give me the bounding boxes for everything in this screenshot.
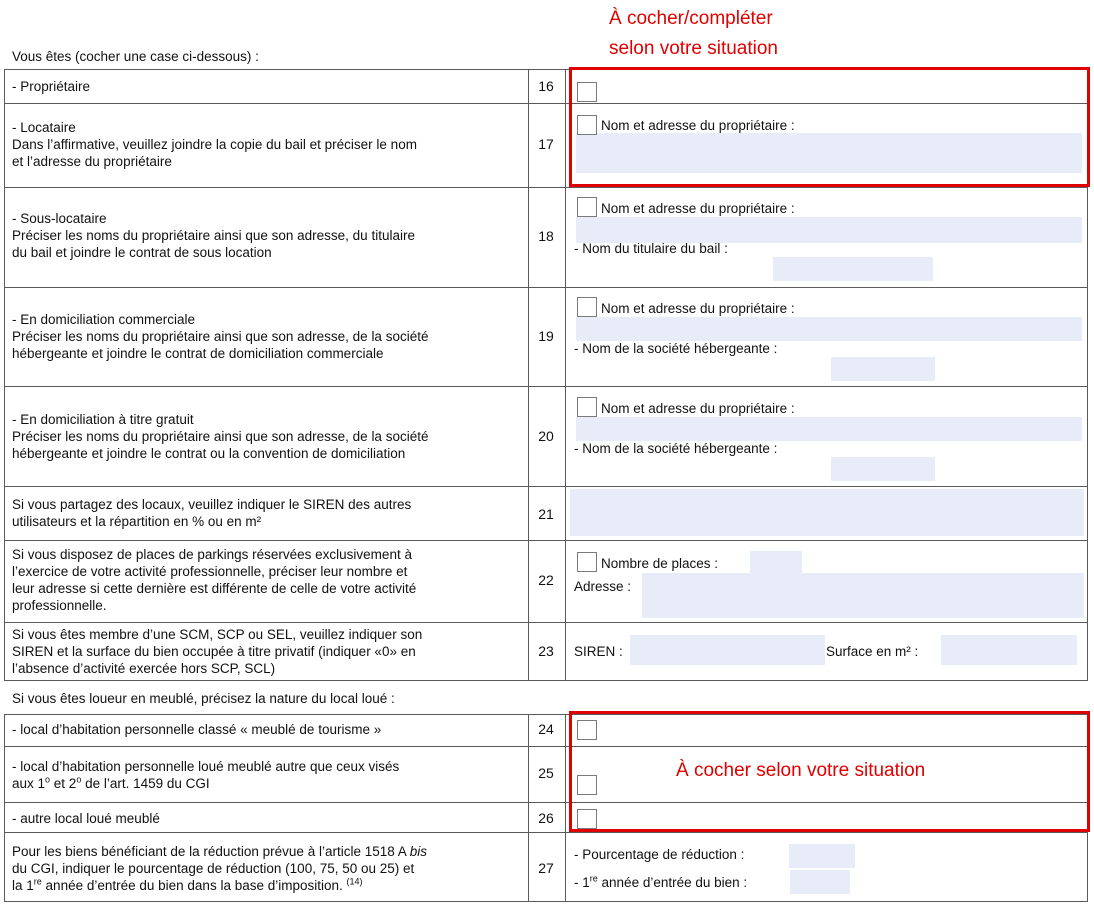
column-divider (528, 69, 529, 681)
row-divider (4, 486, 1088, 487)
row-21-number: 21 (538, 506, 554, 522)
field-label-reduction: - Pourcentage de réduction : (574, 847, 745, 862)
column-divider (565, 714, 566, 902)
row-25-number: 25 (538, 765, 554, 781)
row-17-description: - Locataire Dans l’affirmative, veuillez joindre la copie du bail et préciser le nom et l’adresse du propriétaire (12, 120, 417, 169)
checkbox-domiciliation-commerciale[interactable] (577, 297, 597, 317)
row-20-description: - En domiciliation à titre gratuit Préciser les noms du propriétaire ainsi que son adresse, de la société hébergeante et joindre le contrat ou la convention de domiciliation (12, 412, 429, 461)
column-divider (565, 69, 566, 681)
row-divider (4, 622, 1088, 623)
field-label-lease-holder: - Nom du titulaire du bail : (574, 241, 728, 256)
row-19-description: - En domiciliation commerciale Préciser les noms du propriétaire ainsi que son adresse, de la société hébergeante et joindre le contrat de domiciliation commerciale (12, 312, 429, 361)
row-23-number: 23 (538, 643, 554, 659)
checkbox-sous-locataire[interactable] (577, 197, 597, 217)
reduction-percent-input[interactable] (789, 844, 855, 868)
row-divider (4, 187, 1088, 188)
section-heading-status: Vous êtes (cocher une case ci-dessous) : (12, 49, 259, 64)
first-year-input[interactable] (790, 870, 850, 894)
row-16-number: 16 (538, 78, 554, 94)
field-label-address: Adresse : (574, 579, 632, 594)
field-label-owner: Nom et adresse du propriétaire : (601, 201, 795, 216)
row-25-description: - local d’habitation personnelle loué meublé autre que ceux visés aux 1$^o$ et 2$^o$ de l’art. 1459 du CGI (12, 759, 400, 791)
shared-premises-input[interactable] (570, 489, 1084, 536)
row-26-label: - autre local loué meublé (12, 811, 160, 826)
row-27-number: 27 (538, 860, 554, 876)
field-label-host-company: - Nom de la société hébergeante : (574, 441, 778, 456)
row-divider (4, 386, 1088, 387)
parking-count-input[interactable] (750, 551, 802, 573)
field-label-owner: Nom et adresse du propriétaire : (601, 118, 795, 133)
row-23-description: Si vous êtes membre d’une SCM, SCP ou SEL, veuillez indiquer son SIREN et la surface du bien occupée à titre privatif (indiquer «0» en l’absence d’activité exercée hors SCP, SCL) (12, 627, 423, 676)
row-18-number: 18 (538, 228, 554, 244)
row-20-number: 20 (538, 428, 554, 444)
host-company-input[interactable] (831, 457, 935, 481)
row-divider (4, 832, 1088, 833)
row-22-description: Si vous disposez de places de parkings réservées exclusivement à l’exercice de votre activité professionnelle, préciser leur nombre et leur adresse si cette dernière est différente de celle de votre activité professionnelle. (12, 547, 417, 613)
owner-name-address-input[interactable] (576, 317, 1082, 341)
row-divider (4, 287, 1088, 288)
surface-input[interactable] (941, 635, 1077, 665)
field-label-owner: Nom et adresse du propriétaire : (601, 301, 795, 316)
field-label-surface: Surface en m² : (826, 644, 919, 659)
checkbox-domiciliation-gratuite[interactable] (577, 397, 597, 417)
row-26-number: 26 (538, 810, 554, 826)
siren-input[interactable] (630, 635, 825, 665)
annotation-top-line2: selon votre situation (609, 38, 778, 59)
field-label-parking-count: Nombre de places : (601, 556, 719, 571)
highlight-box-top (569, 67, 1090, 187)
checkbox-parking[interactable] (577, 552, 597, 572)
field-label-owner: Nom et adresse du propriétaire : (601, 401, 795, 416)
host-company-input[interactable] (831, 357, 935, 381)
row-19-number: 19 (538, 328, 554, 344)
row-24-number: 24 (538, 721, 554, 737)
annotation-top-line1: À cocher/compléter (609, 8, 773, 29)
lease-holder-input[interactable] (773, 257, 933, 281)
row-18-description: - Sous-locataire Préciser les noms du propriétaire ainsi que son adresse, du titulaire du bail et joindre le contrat de sous location (12, 211, 415, 260)
field-label-siren: SIREN : (574, 644, 623, 659)
row-22-number: 22 (538, 572, 554, 588)
row-27-description: Pour les biens bénéficiant de la réduction prévue à l’article 1518 A bis du CGI, indiquer le pourcentage de réduction (100, 75, 50 ou 25) et la 1re année d’entrée du bien dans la base d’imposition. $^{(14)}$ (12, 844, 428, 893)
row-21-description: Si vous partagez des locaux, veuillez indiquer le SIREN des autres utilisateurs et la répartition en % ou en m² (12, 497, 412, 529)
field-label-first-year: - 1re année d’entrée du bien : (574, 873, 748, 890)
parking-address-input[interactable] (642, 573, 1084, 618)
row-17-number: 17 (538, 136, 554, 152)
row-24-label: - local d’habitation personnelle classé « meublé de tourisme » (12, 722, 382, 737)
row-16-label: - Propriétaire (12, 79, 91, 94)
annotation-bottom: À cocher selon votre situation (676, 760, 926, 781)
section-heading-furnished: Si vous êtes loueur en meublé, précisez la nature du local loué : (12, 691, 395, 706)
row-divider (4, 540, 1088, 541)
owner-name-address-input[interactable] (576, 417, 1082, 441)
field-label-host-company: - Nom de la société hébergeante : (574, 341, 778, 356)
